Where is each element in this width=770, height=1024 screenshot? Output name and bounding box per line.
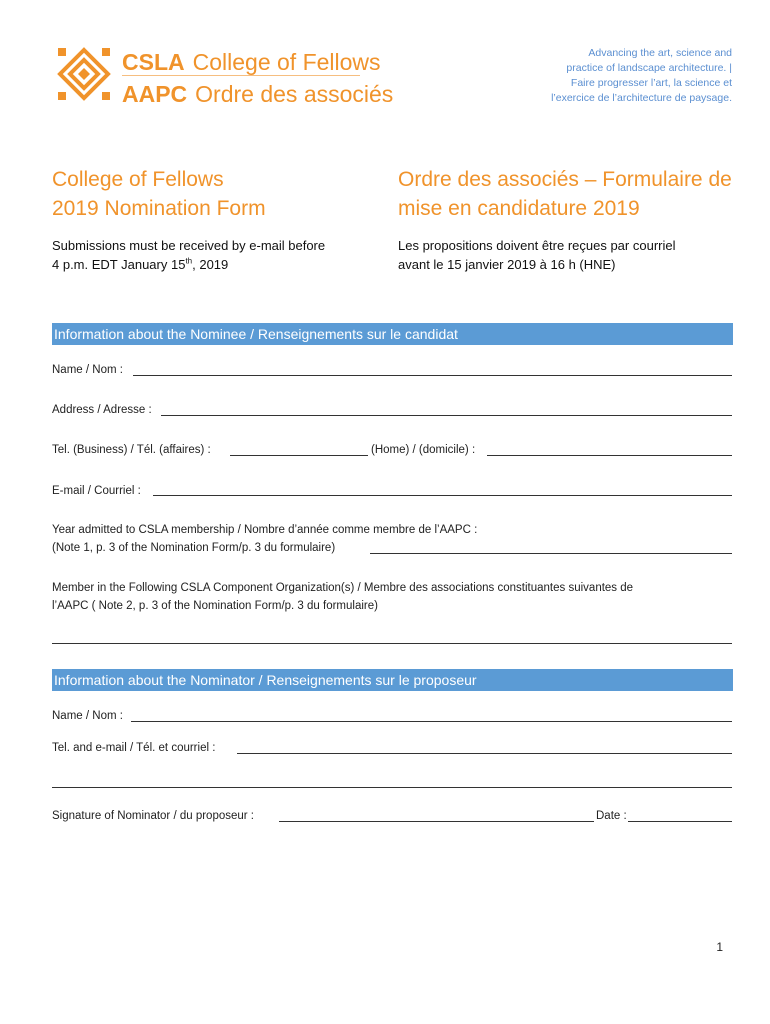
deadline-en-date: 4 p.m. EDT January 15: [52, 257, 186, 272]
nominee-email-label: E-mail / Courriel :: [52, 485, 141, 497]
nominator-signature-label: Signature of Nominator / du proposeur :: [52, 810, 255, 822]
tagline: [492, 46, 732, 106]
title-fr-line2: mise en candidature 2019: [398, 197, 640, 220]
page-number: 1: [716, 940, 723, 954]
tagline-line: l’exercice de l’architecture de paysage.: [551, 92, 732, 104]
nominee-year-label-2: (Note 1, p. 3 of the Nomination Form/p. 3 du formulaire): [52, 542, 336, 554]
deadline-en-line2: [52, 255, 325, 274]
tagline-line: Faire progresser l’art, la science et: [570, 77, 732, 89]
nominee-name-field[interactable]: [133, 375, 732, 376]
deadline-fr-line1: Les propositions doivent être reçues par courriel: [398, 238, 676, 253]
nominator-date-label: Date :: [596, 810, 627, 822]
nominee-email-field[interactable]: [153, 495, 732, 496]
deadline-en-sup: th: [185, 256, 193, 266]
tagline-line: practice of landscape architecture. |: [566, 62, 732, 74]
nominee-tel-home-label: (Home) / (domicile) :: [371, 444, 476, 456]
nominee-year-field[interactable]: [370, 553, 732, 554]
deadline-fr-line2: avant le 15 janvier 2019 à 16 h (HNE): [398, 257, 616, 272]
nominee-tel-business-field[interactable]: [230, 455, 368, 456]
nominator-tel-email-field-2[interactable]: [52, 787, 732, 788]
nominator-signature-field[interactable]: [279, 821, 594, 822]
nominee-component-label-2: l’AAPC ( Note 2, p. 3 of the Nomination Form/p. 3 du formulaire): [52, 600, 378, 612]
nominee-address-field[interactable]: [161, 415, 732, 416]
title-en: [52, 165, 266, 223]
nominator-tel-email-field[interactable]: [237, 753, 732, 754]
nominee-year-label-1: Year admitted to CSLA membership / Nombre d’année comme membre de l’AAPC :: [52, 524, 478, 536]
logo-divider: [122, 75, 360, 76]
logo-line-2: [122, 80, 393, 108]
nominator-date-field[interactable]: [628, 821, 732, 822]
nominator-tel-email-label: Tel. and e-mail / Tél. et courriel :: [52, 742, 216, 754]
title-en-line1: College of Fellows: [52, 168, 224, 191]
nominator-name-label: Name / Nom :: [52, 710, 123, 722]
nominator-name-field[interactable]: [131, 721, 732, 722]
logo-text-ordre: Ordre des associés: [195, 81, 394, 107]
title-fr: [398, 165, 732, 223]
title-en-line2: 2019 Nomination Form: [52, 197, 266, 220]
deadline-fr: [398, 236, 675, 274]
nominee-tel-home-field[interactable]: [487, 455, 732, 456]
logo-line-1: [122, 48, 381, 76]
deadline-en-year: , 2019: [192, 257, 229, 272]
nominee-address-label: Address / Adresse :: [52, 404, 152, 416]
logo-abbr-csla: CSLA: [122, 49, 185, 75]
deadline-en: [52, 236, 325, 274]
logo-abbr-aapc: AAPC: [122, 81, 188, 107]
section-nominee-heading: Information about the Nominee / Renseignements sur le candidat: [52, 323, 733, 345]
title-fr-line1: Ordre des associés – Formulaire de: [398, 168, 732, 191]
deadline-en-line1: Submissions must be received by e-mail before: [52, 238, 326, 253]
logo-text-college: College of Fellows: [192, 49, 381, 75]
section-nominator-heading: Information about the Nominator / Renseignements sur le proposeur: [52, 669, 733, 691]
nominee-component-label-1: Member in the Following CSLA Component Organization(s) / Membre des associations constituantes suivantes de: [52, 582, 634, 594]
nominee-tel-business-label: Tel. (Business) / Tél. (affaires) :: [52, 444, 211, 456]
nominee-component-field[interactable]: [52, 643, 732, 644]
nominee-name-label: Name / Nom :: [52, 364, 123, 376]
csla-logo-icon: [56, 46, 112, 102]
tagline-line: Advancing the art, science and: [588, 47, 732, 59]
